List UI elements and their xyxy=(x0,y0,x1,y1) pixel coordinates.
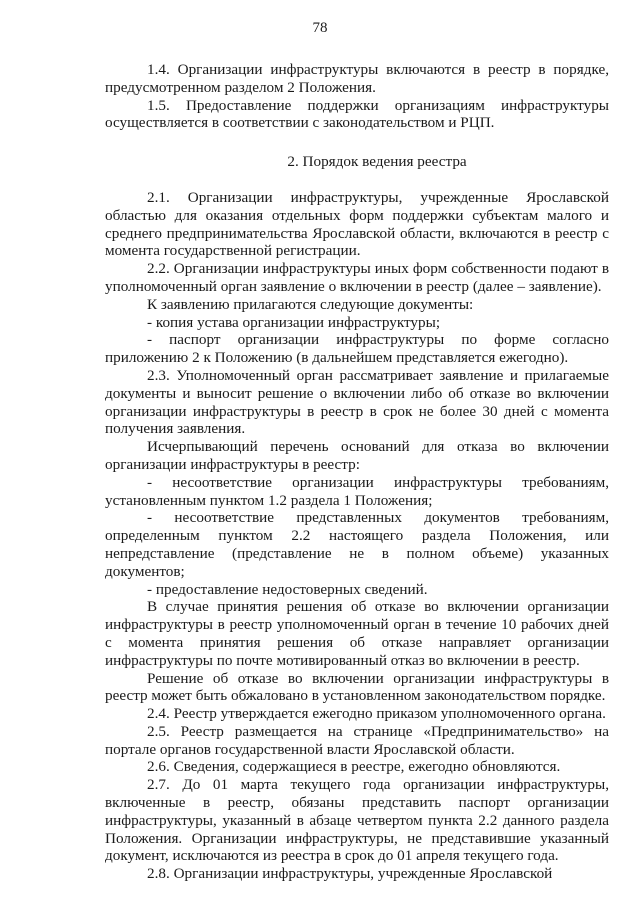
page-number: 78 xyxy=(312,20,328,36)
paragraph-refusal-grounds-intro: Исчерпывающий перечень оснований для отказа во включении организации инфраструктуры в реестр: xyxy=(105,438,609,473)
paragraph-2-3: 2.3. Уполномоченный орган рассматривает заявление и прилагаемые документы и выносит решение о включении либо об отказе во включении организации инфраструктуры в реестр в срок не более 30 дней с момента получения заявления. xyxy=(105,366,609,438)
paragraph-2-2: 2.2. Организации инфраструктуры иных форм собственности подают в уполномоченный орган заявление о включении в реестр (далее – заявление). xyxy=(105,260,609,295)
list-item-false-info: - предоставление недостоверных сведений. xyxy=(147,580,428,598)
document-body xyxy=(105,61,609,883)
paragraph-2-1: 2.1. Организации инфраструктуры, учрежденные Ярославской областью для оказания отдельных форм поддержки субъектам малого и среднего предпринимательства Ярославской области, включаются в реестр с момента государственной регистрации. xyxy=(105,188,609,260)
paragraph-1-5: 1.5. Предоставление поддержки организациям инфраструктуры осуществляется в соответствии с законодательством и РЦП. xyxy=(105,96,609,132)
paragraph-2-4: 2.4. Реестр утверждается ежегодно приказом уполномоченного органа. xyxy=(147,705,606,723)
paragraph-2-7: 2.7. До 01 марта текущего года организации инфраструктуры, включенные в реестр, обязаны представить паспорт организации инфраструктуры, указанный в абзаце четвертом пункта 2.2 данного раздела Положения. Организации инфраструктуры, не представившие указанный документ, исключаются из реестра в срок до 01 апреля текущего года. xyxy=(105,776,609,865)
list-item-passport: - паспорт организации инфраструктуры по форме согласно приложению 2 к Положению (в дальнейшем представляется ежегодно). xyxy=(105,331,609,367)
list-item-charter-copy: - копия устава организации инфраструктуры; xyxy=(147,313,441,331)
list-item-noncompliance-docs: - несоответствие представленных документов требованиям, определенным пунктом 2.2 настоящего раздела Положения, или непредставление (представление не в полном объеме) указанных документов; xyxy=(105,509,609,580)
paragraph-refusal-notice: В случае принятия решения об отказе во включении организации инфраструктуры в реестр уполномоченный орган в течение 10 рабочих дней с момента принятия решения об отказе направляет организации инфраструктуры по почте мотивированный отказ во включении в реестр. xyxy=(105,598,609,669)
paragraph-attachments-intro: К заявлению прилагаются следующие документы: xyxy=(147,295,474,313)
paragraph-1-4: 1.4. Организации инфраструктуры включаются в реестр в порядке, предусмотренном разделом 2 Положения. xyxy=(105,61,609,96)
paragraph-appeal: Решение об отказе во включении организации инфраструктуры в реестр может быть обжаловано в установленном законодательством порядке. xyxy=(105,669,609,705)
list-item-noncompliance-org: - несоответствие организации инфраструктуры требованиям, установленным пунктом 1.2 раздела 1 Положения; xyxy=(105,473,609,509)
paragraph-2-5: 2.5. Реестр размещается на странице «Предпринимательство» на портале органов государственной власти Ярославской области. xyxy=(105,722,609,758)
paragraph-2-8: 2.8. Организации инфраструктуры, учрежденные Ярославской xyxy=(147,865,553,883)
section-heading: 2. Порядок ведения реестра xyxy=(287,153,467,171)
paragraph-2-6: 2.6. Сведения, содержащиеся в реестре, ежегодно обновляются. xyxy=(147,758,561,776)
